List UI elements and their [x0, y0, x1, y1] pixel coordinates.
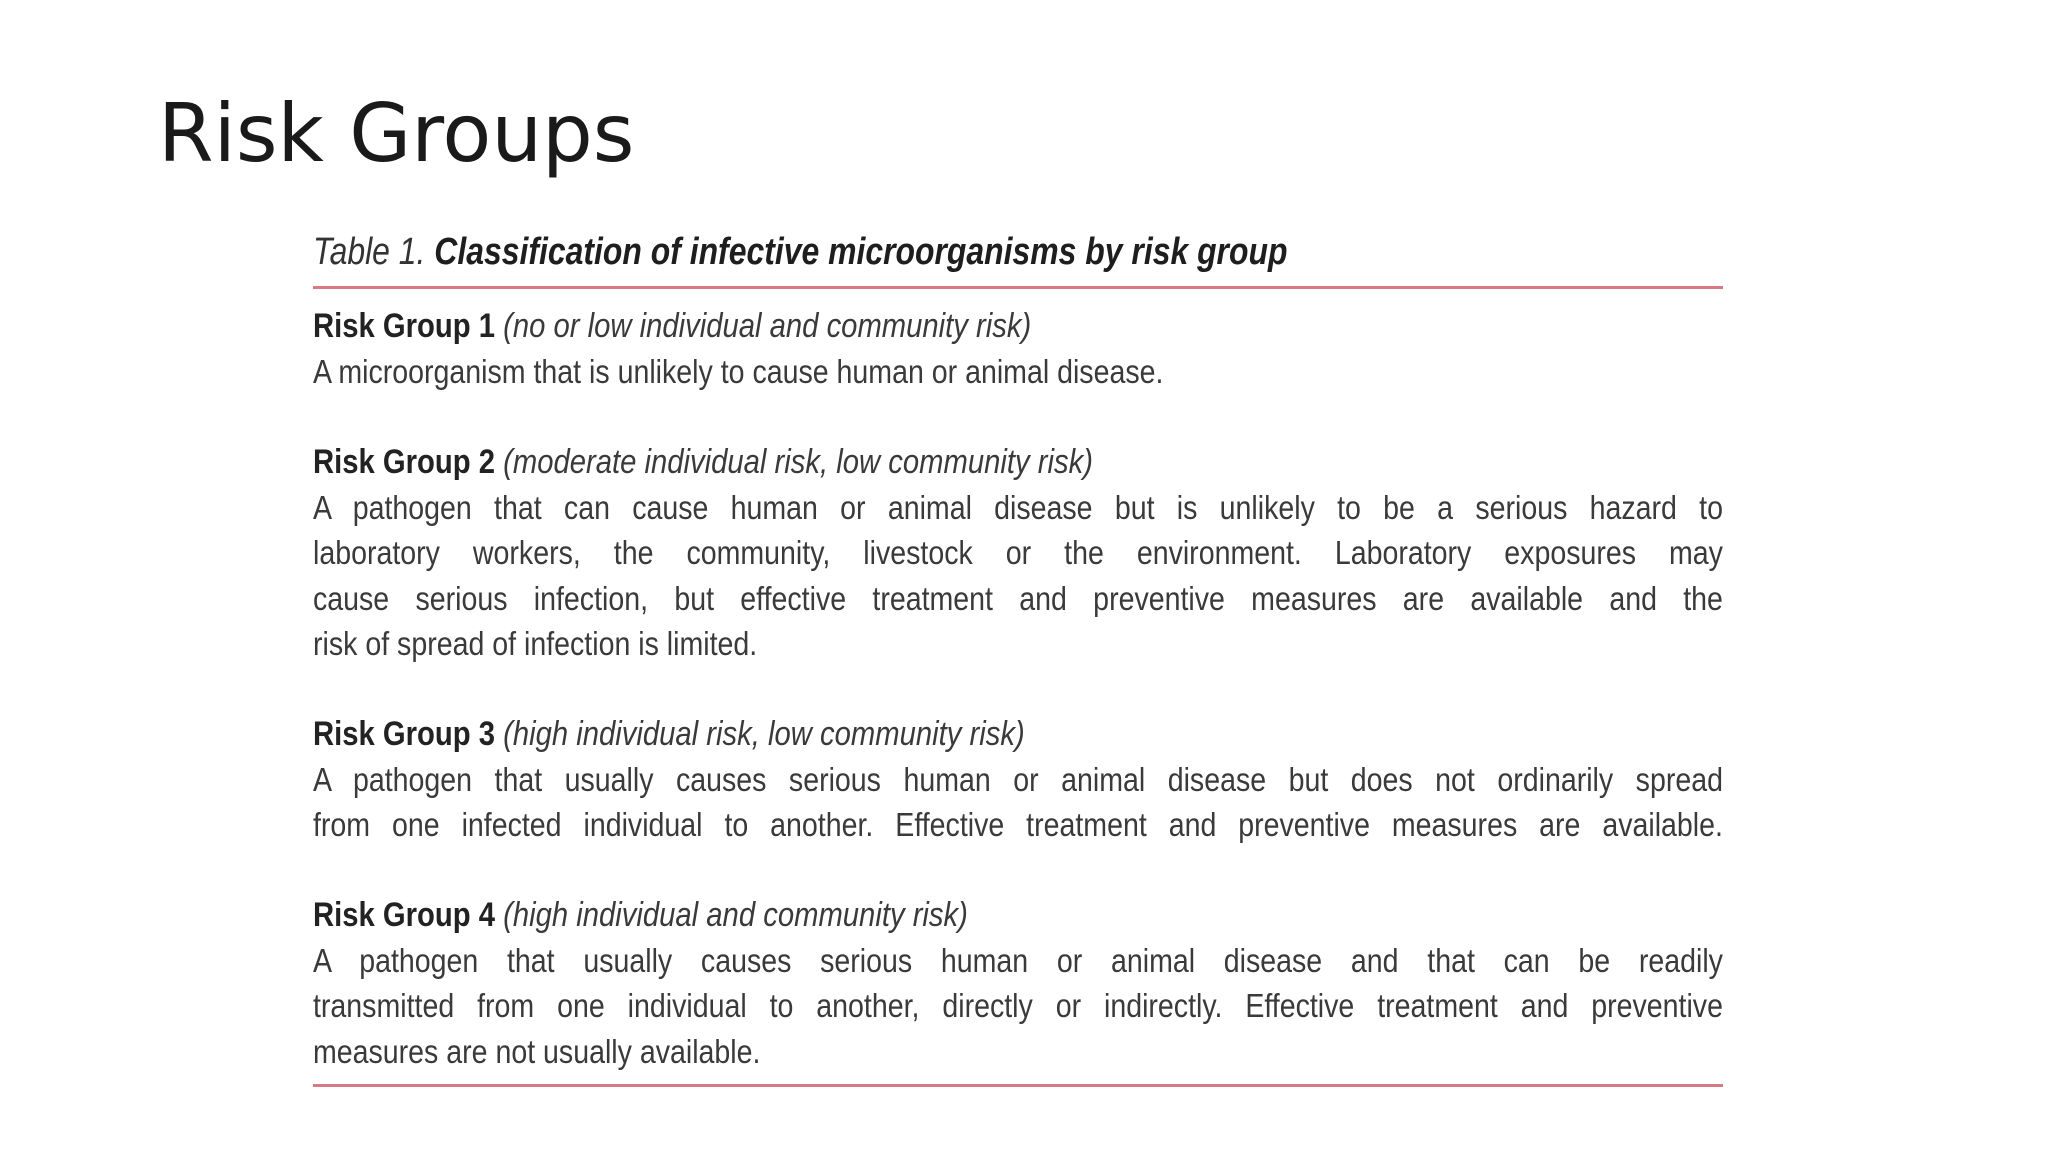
description-line: laboratory workers, the community, livestock or the environment. Laboratory exposures may — [313, 534, 1723, 571]
risk-group-heading — [313, 711, 1526, 757]
description-line: A microorganism that is unlikely to cause human or animal disease. — [313, 353, 1164, 390]
risk-group-level: (high individual risk, low community risk) — [503, 714, 1025, 753]
description-line: cause serious infection, but effective treatment and preventive measures are available and the — [313, 579, 1723, 617]
risk-group-name: Risk Group 2 — [313, 442, 495, 481]
risk-group-heading — [313, 892, 1526, 938]
description-line: measures are not usually available. — [313, 1032, 761, 1070]
risk-group-table — [313, 228, 1723, 1087]
table-caption-title: Classification of infective microorganisms by risk group — [434, 231, 1288, 273]
risk-group-heading — [313, 303, 1526, 349]
table-bottom-rule — [313, 1084, 1723, 1087]
risk-group-description — [313, 349, 1723, 395]
slide-title: Risk Groups — [158, 87, 635, 180]
risk-group-heading — [313, 439, 1526, 485]
risk-group-list — [313, 303, 1723, 1074]
risk-group-description — [313, 938, 1723, 1075]
description-line: A pathogen that usually causes serious human or animal disease but does not ordinarily spread — [313, 760, 1723, 798]
risk-group-description — [313, 485, 1723, 667]
description-line: A pathogen that can cause human or animal disease but is unlikely to be a serious hazard to — [313, 488, 1723, 526]
risk-group-level: (high individual and community risk) — [503, 895, 968, 934]
risk-group-level: (no or low individual and community risk) — [503, 307, 1032, 345]
table-caption — [313, 228, 1497, 276]
risk-group-name: Risk Group 3 — [313, 714, 495, 753]
risk-group-1 — [313, 303, 1723, 395]
risk-group-description — [313, 757, 1723, 848]
risk-group-name: Risk Group 4 — [313, 895, 495, 934]
description-line: risk of spread of infection is limited. — [313, 625, 758, 662]
risk-group-2 — [313, 439, 1723, 667]
description-line: A pathogen that usually causes serious human or animal disease and that can be readily — [313, 941, 1723, 979]
risk-group-4 — [313, 892, 1723, 1075]
description-line: transmitted from one individual to another, directly or indirectly. Effective treatment and preventive — [313, 987, 1723, 1024]
risk-group-level: (moderate individual risk, low community risk) — [503, 442, 1093, 481]
description-line: from one infected individual to another. Effective treatment and preventive measures are available. — [313, 806, 1723, 843]
table-caption-label: Table 1. — [313, 231, 426, 273]
risk-group-3 — [313, 711, 1723, 848]
table-top-rule — [313, 286, 1723, 289]
risk-group-name: Risk Group 1 — [313, 307, 495, 345]
